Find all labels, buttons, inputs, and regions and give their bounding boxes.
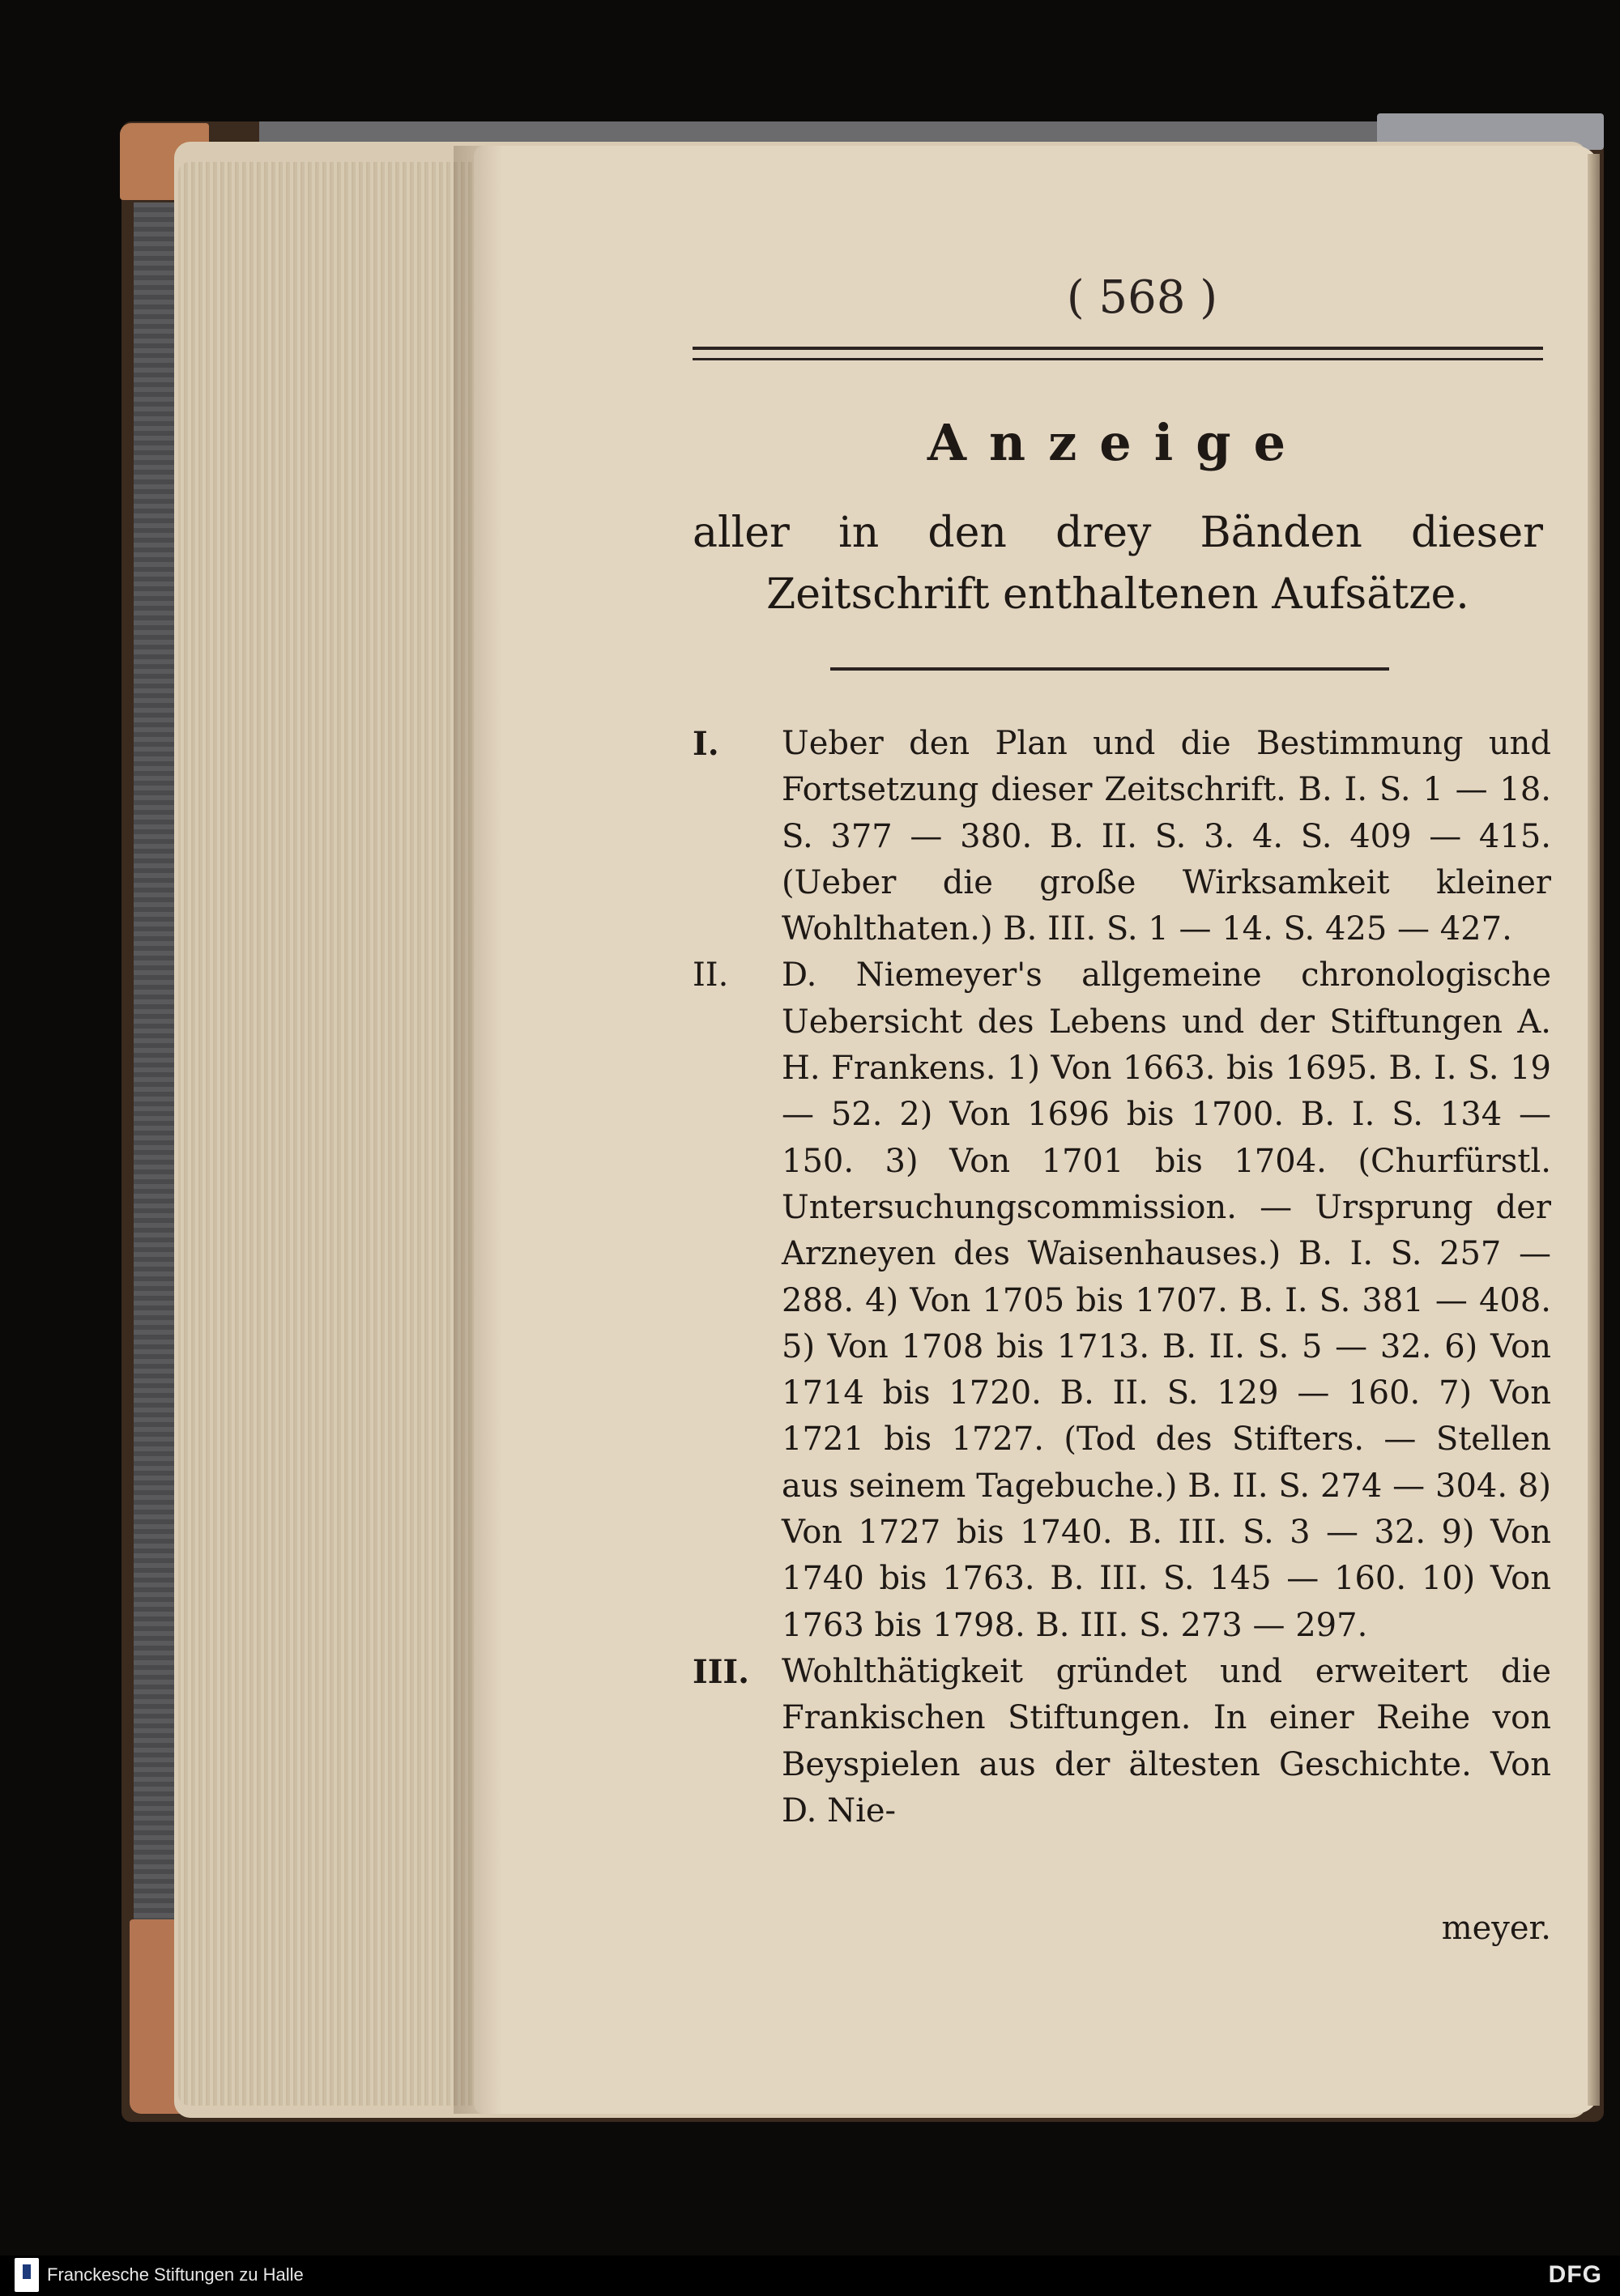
entry-number: III.: [693, 1652, 750, 1691]
page-title: Anzeige: [927, 413, 1309, 472]
entry-3: [693, 1649, 1551, 1834]
page-right-edge: [1588, 154, 1600, 2106]
entry-list: [693, 721, 1551, 1834]
section-rule: [830, 667, 1389, 671]
footer-brand-logo: DFG: [1548, 2261, 1602, 2288]
page-edges: [178, 162, 478, 2106]
header-rule: [693, 347, 1543, 360]
entry-text: D. Niemeyer's allgemeine chronologische Uebersicht des Lebens und der Stiftungen A. H. Frankens. 1) Von 1663. bis 1695. B. I. S. 19 — 52. 2) Von 1696 bis 1700. B. I. S. 134 — 150. 3) Von 1701 bis 1704. (Churfürstl. Untersuchungscommission. — Ursprung der Arzneyen des Waisenhauses.) B. I. S. 257 — 288. 4) Von 1705 bis 1707. B. I. S. 381 — 408. 5) Von 1708 bis 1713. B. II. S. 5 — 32. 6) Von 1714 bis 1720. B. II. S. 129 — 160. 7) Von 1721 bis 1727. (Tod des Stifters. — Stellen aus seinem Tagebuche.) B. II. S. 274 — 304. 8) Von 1727 bis 1740. B. III. S. 3 — 32. 9) Von 1740 bis 1763. B. III. S. 145 — 160. 10) Von 1763 bis 1798. B. III. S. 273 — 297.: [782, 956, 1551, 1644]
institution-logo-icon: [15, 2258, 39, 2292]
entry-text: Ueber den Plan und die Bestimmung und Fortsetzung dieser Zeitschrift. B. I. S. 1 — 18. S. 377 — 380. B. II. S. 3. 4. S. 409 — 415. (Ueber die große Wirksamkeit kleiner Wohlthaten.) B. III. S. 1 — 14. S. 425 — 427.: [782, 725, 1551, 948]
entry-2: [693, 952, 1551, 1648]
page-number: ( 568 ): [1066, 271, 1218, 324]
entry-number: II.: [693, 956, 729, 995]
entry-1: [693, 721, 1551, 952]
footer-institution: Franckesche Stiftungen zu Halle: [47, 2264, 304, 2285]
page-subtitle: aller in den drey Bänden dieser Zeitschrift enthaltenen Aufsätze.: [693, 509, 1543, 619]
catchword: meyer.: [1441, 1910, 1551, 1947]
entry-text: Wohlthätigkeit gründet und erweitert die Frankischen Stiftungen. In einer Reihe von Beyspielen aus der ältesten Geschichte. Von D. Nie-: [782, 1652, 1551, 1830]
page-shadow: [454, 146, 502, 2114]
entry-number: I.: [693, 725, 719, 763]
